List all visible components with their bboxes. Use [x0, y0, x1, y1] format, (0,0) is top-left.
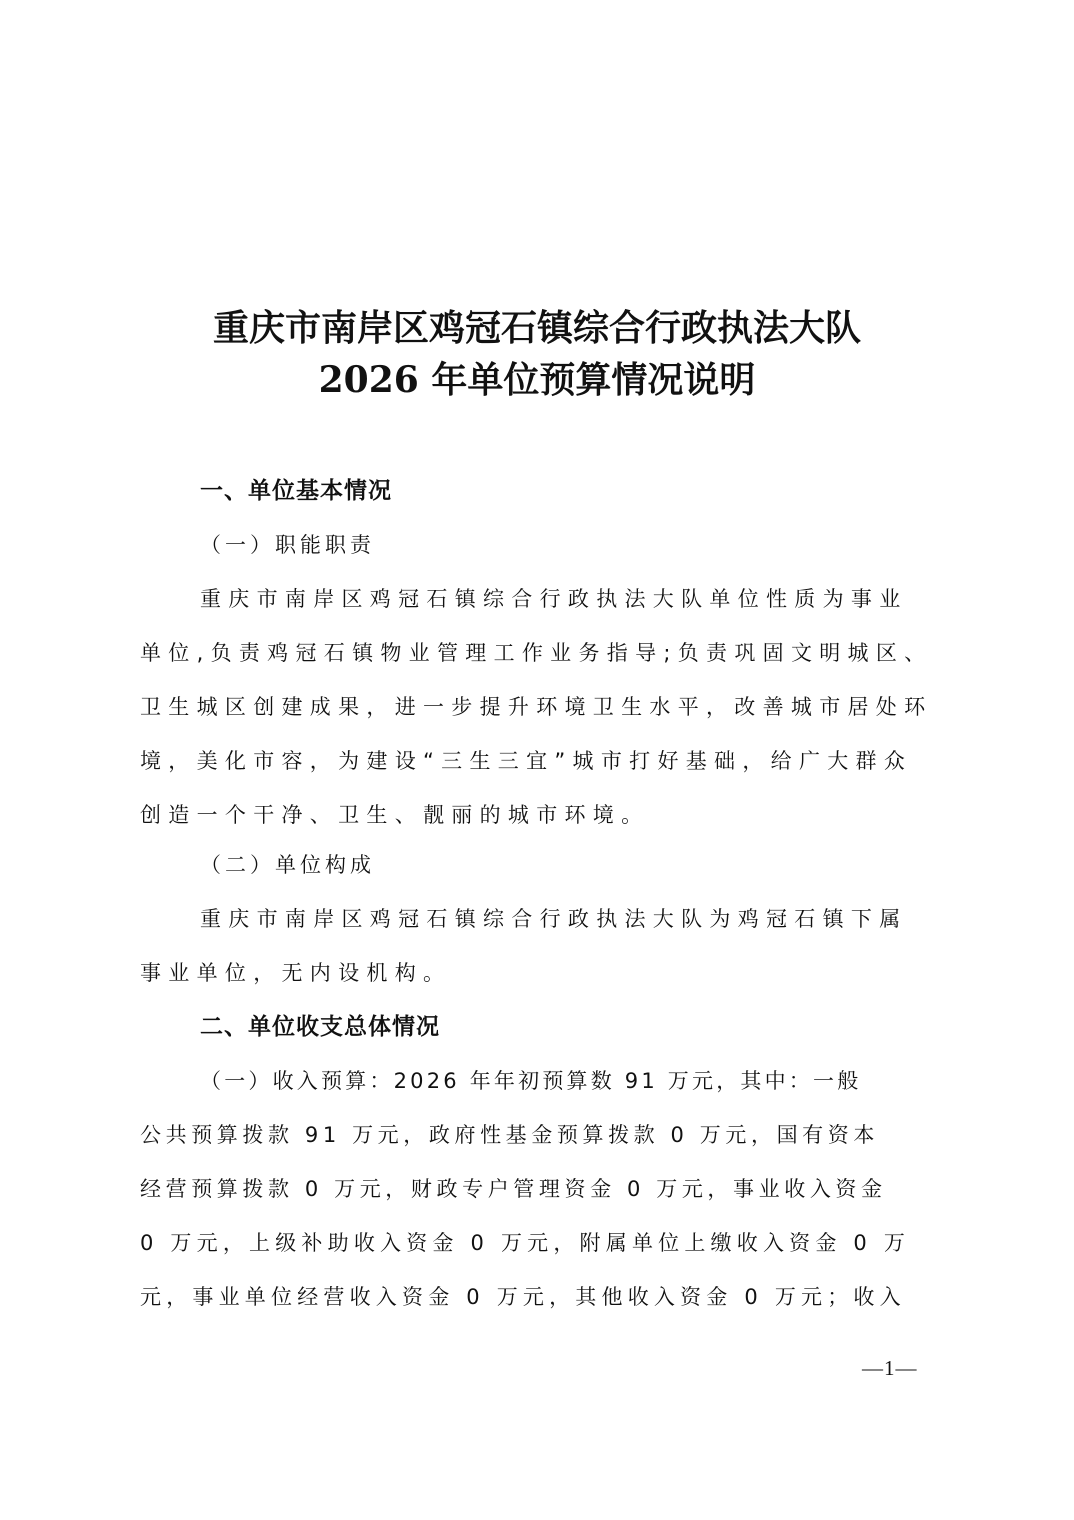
paragraph-line: 境，美化市容，为建设“三生三宜”城市打好基础，给广大群众	[140, 749, 913, 773]
paragraph-line: （一）收入预算：2026 年年初预算数 91 万元，其中：一般	[200, 1069, 862, 1093]
subsection-heading-composition: （二）单位构成	[200, 853, 375, 877]
section-heading-revenue-expenditure: 二、单位收支总体情况	[200, 1014, 440, 1040]
document-title-line-2: 2026 年单位预算情况说明	[318, 359, 756, 401]
paragraph-line: 重庆市南岸区鸡冠石镇综合行政执法大队单位性质为事业	[200, 587, 908, 611]
subsection-heading-duties: （一）职能职责	[200, 533, 375, 557]
paragraph-line: 单位,负责鸡冠石镇物业管理工作业务指导;负责巩固文明城区、	[140, 641, 933, 665]
document-title-line-1: 重庆市南岸区鸡冠石镇综合行政执法大队	[212, 307, 861, 349]
paragraph-line: 元，事业单位经营收入资金 0 万元，其他收入资金 0 万元；收入	[140, 1285, 906, 1309]
paragraph-line: 事业单位，无内设机构。	[140, 961, 452, 985]
paragraph-line: 经营预算拨款 0 万元，财政专户管理资金 0 万元，事业收入资金	[140, 1177, 887, 1201]
section-heading-basic-info: 一、单位基本情况	[200, 478, 392, 504]
paragraph-line: 卫生城区创建成果，进一步提升环境卫生水平，改善城市居处环	[140, 695, 933, 719]
paragraph-line: 0 万元，上级补助收入资金 0 万元，附属单位上缴收入资金 0 万	[140, 1231, 911, 1255]
paragraph-line: 创造一个干净、卫生、靓丽的城市环境。	[140, 803, 650, 827]
paragraph-line: 重庆市南岸区鸡冠石镇综合行政执法大队为鸡冠石镇下属	[200, 907, 908, 931]
page-number: —1—	[862, 1356, 918, 1380]
paragraph-line: 公共预算拨款 91 万元，政府性基金预算拨款 0 万元，国有资本	[140, 1123, 879, 1147]
